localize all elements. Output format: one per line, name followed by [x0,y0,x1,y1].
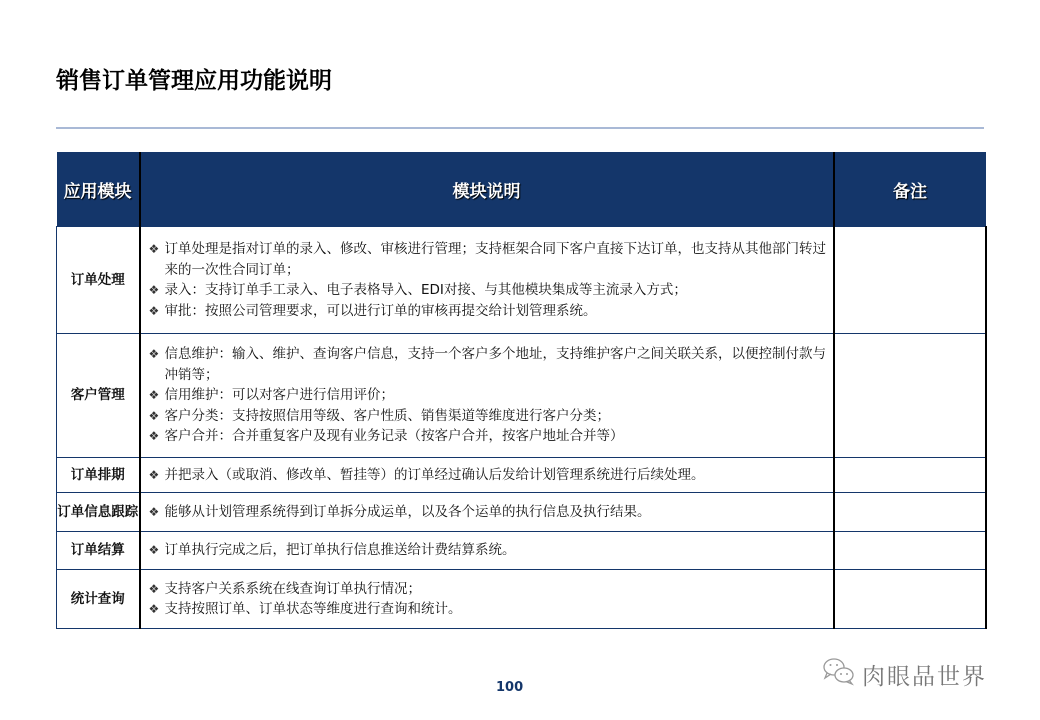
module-note [834,227,986,334]
module-note [834,532,986,570]
module-name: 订单处理 [57,227,140,334]
description-item: 信用维护：可以对客户进行信用评价； [164,387,394,404]
module-description [140,458,834,493]
table-row [57,570,986,629]
description-item: 支持按照订单、订单状态等维度进行查询和统计。 [164,601,462,617]
bullet-icon: ❖ [148,242,160,256]
bullet-icon: ❖ [148,504,160,519]
page-title: 销售订单管理应用功能说明 [56,68,332,94]
module-description [140,334,834,458]
bullet-icon: ❖ [148,467,160,482]
table-row [57,458,986,493]
table-row [57,227,986,334]
module-description [140,493,834,532]
table-row [57,493,986,532]
bullet-icon: ❖ [148,543,160,558]
bullet-icon: ❖ [148,581,160,596]
module-note [834,334,986,458]
description-item: 并把录入（或取消、修改单、暂挂等）的订单经过确认后发给计划管理系统进行后续处理。 [164,466,705,483]
description-item: 订单处理是指对订单的录入、修改、审核进行管理；支持框架合同下客户直接下达订单，也支持从其他部门转过来的一次性合同订单； [164,241,826,278]
description-item: 支持客户关系系统在线查询订单执行情况； [164,580,421,597]
module-name: 订单结算 [57,532,140,570]
description-item: 客户合并：合并重复客户及现有业务记录（按客户合并，按客户地址合并等） [164,428,624,445]
description-item: 订单执行完成之后，把订单执行信息推送给计费结算系统。 [164,542,516,559]
function-table [56,152,987,629]
bullet-icon: ❖ [148,303,160,318]
header-note: 备注 [834,152,986,227]
description-item: 信息维护：输入、维护、查询客户信息，支持一个客户多个地址，支持维护客户之间关联关系，以便控制付款与冲销等； [164,346,826,383]
module-note [834,570,986,629]
watermark-text: 肉眼品世界 [862,663,987,690]
table-row [57,532,986,570]
module-name: 客户管理 [57,334,140,458]
module-name: 订单排期 [57,458,140,493]
bullet-icon: ❖ [148,408,160,423]
bullet-icon: ❖ [148,429,160,444]
description-item: 审批：按照公司管理要求，可以进行订单的审核再提交给计划管理系统。 [164,302,597,319]
table-row [57,334,986,458]
bullet-icon: ❖ [148,283,160,297]
watermark [822,656,987,692]
bullet-icon: ❖ [148,388,160,403]
header-description: 模块说明 [140,152,834,227]
table-header-row [57,152,986,227]
bullet-icon: ❖ [148,602,160,616]
wechat-icon [822,656,862,692]
description-item: 客户分类：支持按照信用等级、客户性质、销售渠道等维度进行客户分类； [164,407,610,424]
title-divider [56,127,984,129]
module-name: 订单信息跟踪 [57,493,140,532]
bullet-icon: ❖ [148,347,160,362]
module-description [140,227,834,334]
page-number: 100 [496,680,524,695]
description-item: 能够从计划管理系统得到订单拆分成运单，以及各个运单的执行信息及执行结果。 [164,503,651,520]
module-name: 统计查询 [57,570,140,629]
module-note [834,458,986,493]
module-note [834,493,986,532]
module-description [140,532,834,570]
header-module: 应用模块 [57,152,140,227]
module-description [140,570,834,629]
description-item: 录入：支持订单手工录入、电子表格导入、EDI对接、与其他模块集成等主流录入方式； [164,282,687,298]
